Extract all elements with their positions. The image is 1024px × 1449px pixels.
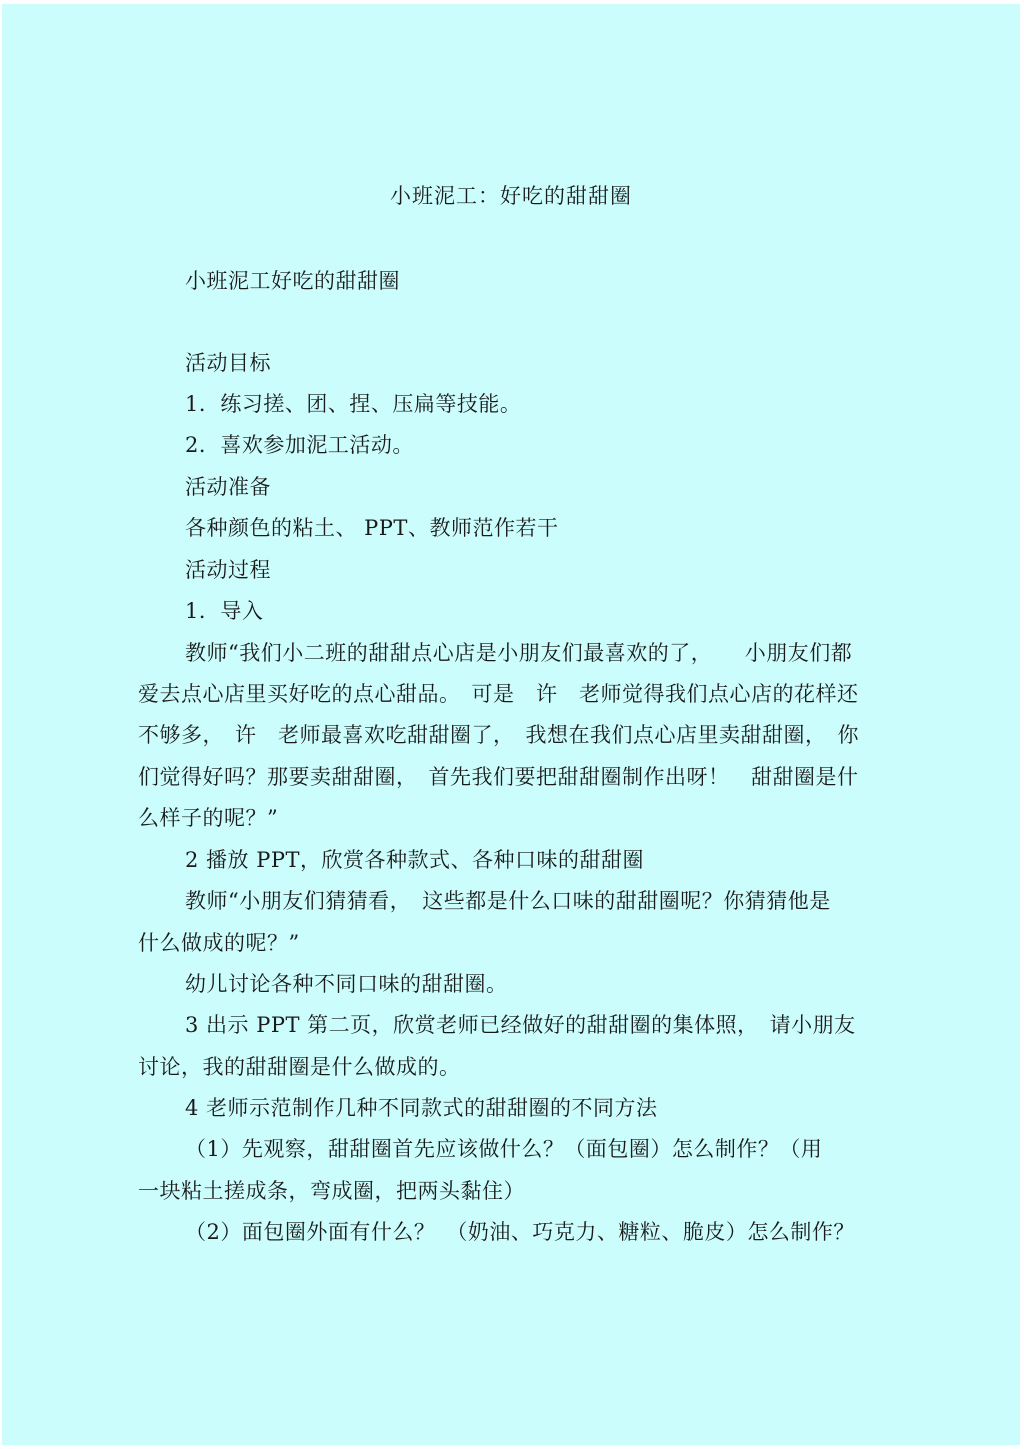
- document-subtitle: 小班泥工好吃的甜甜圈: [185, 269, 400, 293]
- section-heading-preparation: 活动准备: [185, 475, 271, 499]
- goal-item-1: 1．练习搓、团、捏、压扁等技能。: [185, 392, 522, 416]
- step-4-heading: 4 老师示范制作几种不同款式的甜甜圈的不同方法: [185, 1096, 658, 1120]
- paragraph-line: 一块粘土搓成条，弯成圈，把两头黏住）: [138, 1179, 525, 1203]
- document-title: 小班泥工：好吃的甜甜圈: [390, 184, 632, 208]
- preparation-text: 各种颜色的粘土、 PPT、教师范作若干: [185, 516, 559, 540]
- step-1-heading: 1．导入: [185, 599, 264, 623]
- document-page: [2, 4, 1020, 1445]
- paragraph-line: 什么做成的呢？”: [138, 931, 300, 955]
- paragraph-line: （2）面包圈外面有什么？ （奶油、巧克力、糖粒、脆皮）怎么制作？: [185, 1220, 855, 1244]
- paragraph-line: 幼儿讨论各种不同口味的甜甜圈。: [185, 972, 508, 996]
- paragraph-line: 么样子的呢？”: [138, 806, 279, 830]
- paragraph-line: （1）先观察，甜甜圈首先应该做什么？（面包圈）怎么制作？（用: [185, 1137, 823, 1161]
- goal-item-2: 2．喜欢参加泥工活动。: [185, 433, 414, 457]
- section-heading-goals: 活动目标: [185, 351, 271, 375]
- paragraph-line: 爱去点心店里买好吃的点心甜品。 可是 许 老师觉得我们点心店的花样还: [138, 682, 859, 706]
- step-2-heading: 2 播放 PPT，欣赏各种款式、各种口味的甜甜圈: [185, 848, 644, 872]
- paragraph-line: 讨论，我的甜甜圈是什么做成的。: [138, 1055, 461, 1079]
- paragraph-line: 教师“我们小二班的甜甜点心店是小朋友们最喜欢的了， 小朋友们都: [185, 641, 853, 665]
- paragraph-line: 们觉得好吗？那要卖甜甜圈， 首先我们要把甜甜圈制作出呀！ 甜甜圈是什: [138, 765, 859, 789]
- paragraph-line: 不够多， 许 老师最喜欢吃甜甜圈了， 我想在我们点心店里卖甜甜圈， 你: [138, 723, 859, 747]
- step-3-heading: 3 出示 PPT 第二页，欣赏老师已经做好的甜甜圈的集体照， 请小朋友: [185, 1013, 856, 1037]
- paragraph-line: 教师“小朋友们猜猜看， 这些都是什么口味的甜甜圈呢？你猜猜他是: [185, 889, 831, 913]
- section-heading-process: 活动过程: [185, 558, 271, 582]
